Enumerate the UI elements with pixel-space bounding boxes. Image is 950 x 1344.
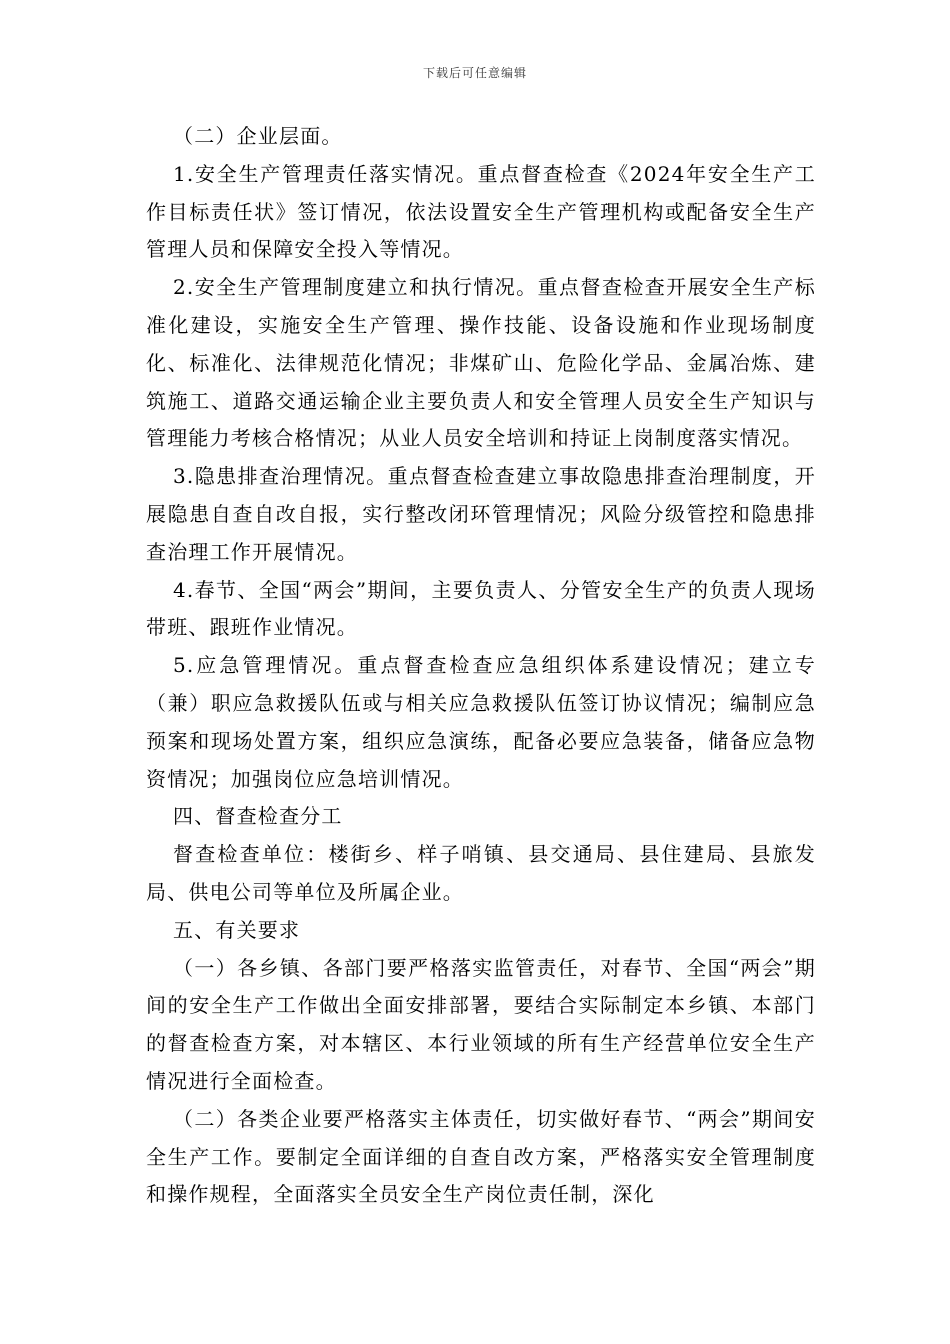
paragraph-item-5-emergency-management: 5.应急管理情况。重点督查检查应急组织体系建设情况；建立专（兼）职应急救援队伍或与相关应急救援队伍签订协议情况；编制应急预案和现场处置方案，组织应急演练，配备必要应急装备，储备应急物资情况；加强岗位应急培训情况。 bbox=[146, 653, 816, 791]
page-header-note: 下载后可任意编辑 bbox=[422, 66, 527, 80]
paragraph-item-3-hazard-investigation: 3.隐患排查治理情况。重点督查检查建立事故隐患排查治理制度，开展隐患自查自改自报，实行整改闭环管理情况；风险分级管控和隐患排查治理工作开展情况。 bbox=[146, 464, 816, 564]
section-heading-inspection-division: 四、督查检查分工 bbox=[173, 804, 343, 829]
paragraph-requirement-2: （二）各类企业要严格落实主体责任，切实做好春节、“两会”期间安全生产工作。要制定全面详细的自查自改方案，严格落实安全管理制度和操作规程，全面落实全员安全生产岗位责任制，深化 bbox=[146, 1106, 816, 1207]
paragraph-item-2-management-system: 2.安全生产管理制度建立和执行情况。重点督查检查开展安全生产标准化建设，实施安全生产管理、操作技能、设备设施和作业现场制度化、标准化、法律规范化情况；非煤矿山、危险化学品、金属冶炼、建筑施工、道路交通运输企业主要负责人和安全管理人员安全生产知识与管理能力考核合格情况；从业人员安全培训和持证上岗制度落实情况。 bbox=[146, 275, 816, 451]
paragraph-inspection-units: 督查检查单位：楼街乡、样子哨镇、县交通局、县住建局、县旅发局、供电公司等单位及所属企业。 bbox=[146, 842, 816, 904]
paragraph-section-enterprise-level: （二）企业层面。 bbox=[173, 124, 343, 148]
document-body bbox=[146, 118, 816, 1214]
paragraph-item-1-responsibility: 1.安全生产管理责任落实情况。重点督查检查《2024年安全生产工作目标责任状》签订情况，依法设置安全生产管理机构或配备安全生产管理人员和保障安全投入等情况。 bbox=[146, 161, 816, 262]
section-heading-requirements: 五、有关要求 bbox=[173, 917, 301, 942]
paragraph-item-4-holiday-duty: 4.春节、全国“两会”期间，主要负责人、分管安全生产的负责人现场带班、跟班作业情况。 bbox=[146, 577, 816, 640]
paragraph-requirement-1: （一）各乡镇、各部门要严格落实监管责任，对春节、全国“两会”期间的安全生产工作做出全面安排部署，要结合实际制定本乡镇、本部门的督查检查方案，对本辖区、本行业领域的所有生产经营单位安全生产情况进行全面检查。 bbox=[146, 955, 816, 1093]
